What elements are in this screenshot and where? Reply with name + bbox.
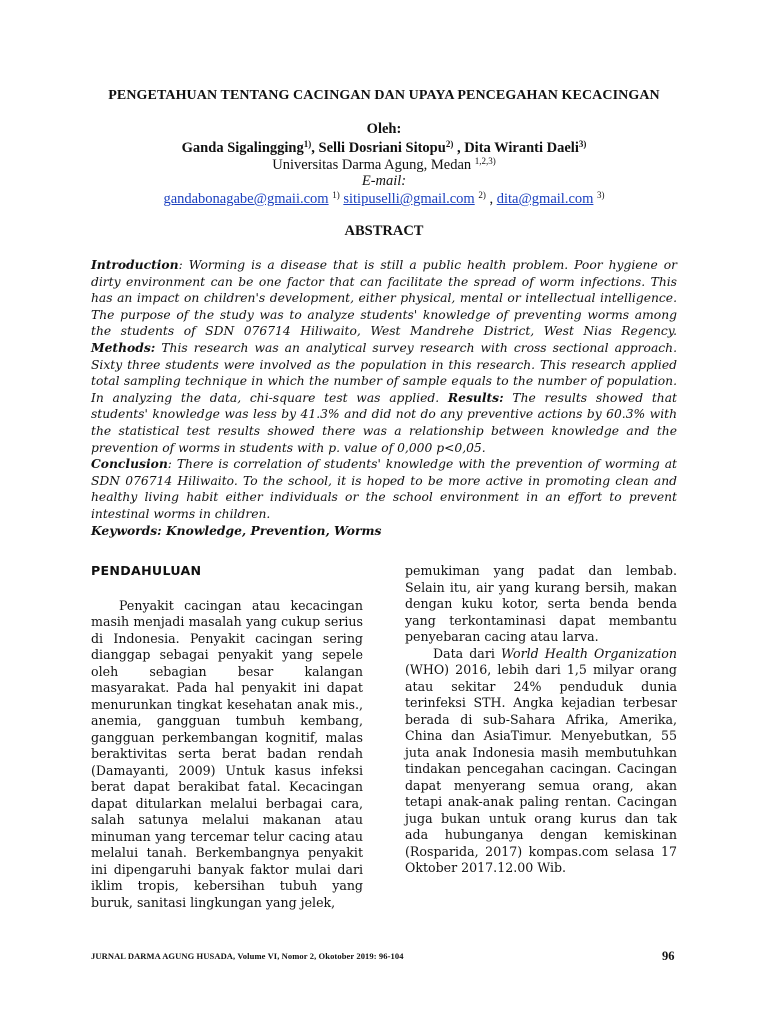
paper-title: PENGETAHUAN TENTANG CACINGAN DAN UPAYA PENCEGAHAN KECACINGAN [108,88,660,103]
author-1-sup: 1) [303,139,312,149]
email-link-1[interactable]: gandabonagabe@gmaii.com [163,191,329,207]
keywords: Keywords: Knowledge, Prevention, Worms [91,522,382,538]
page-number: 96 [662,949,675,963]
who-paragraph [405,646,677,877]
author-2-name: Selli Dosriani Sitopu [318,140,446,156]
author-3-name: Dita Wiranti Daeli [464,140,579,156]
journal-footer: JURNAL DARMA AGUNG HUSADA, Volume VI, Nomor 2, Okotober 2019: 96-104 [91,951,404,961]
intro-label: Introduction [91,257,179,272]
oleh-label: Oleh: [366,121,402,137]
left-column [91,563,363,911]
author-2-sup: 2) [445,139,454,149]
intro-paragraph: Penyakit cacingan atau kecacingan masih menjadi masalah yang cukup serius di Indonesia. Penyakit cacingan sering dianggap sebagai penyakit yang sepele oleh sebagian besar kalangan masyarakat. Pada hal penyakit ini dapat menurunkan tingkat kesehatan anak mis., anemia, gangguan tumbuh kembang, gangguan perkembangan kognitif, malas beraktivitas serta berat badan rendah (Damayanti, 2009) Untuk kasus infeksi berat dapat berakibat fatal. Kecacingan dapat ditularkan melalui berbagai cara, salah satunya melalui makanan atau minuman yang tercemar telur cacing atau melalui tanah. Berkembangnya penyakit ini dipengaruhi banyak faktor mulai dari iklim tropis, kebersihan tubuh yang buruk, sanitasi lingkungan yang jelek, [91,597,363,910]
email-link-3[interactable]: dita@gmail.com [496,191,594,207]
affiliation-sup: 1,2,3) [474,156,496,166]
author-sep: , [311,140,319,156]
abstract-heading: ABSTRACT [344,223,424,239]
author-list [80,139,688,157]
conclusion-label: Conclusion [91,456,168,472]
who-italic-name: World Health Organization [500,645,677,661]
affiliation-text: Universitas Darma Agung, Medan [272,157,472,173]
affiliation [80,156,688,174]
email-1-sup: 1) [332,190,340,200]
who-paragraph-start: Data dari [433,645,501,661]
intro-text: : Worming is a disease that is still a public health problem. Poor hygiene or dirty environment can be one factor that can facilitate the spread of worm infections. This has an impact on children's development, either physical, mental or intellectual intelligence. The purpose of the study was to analyze students' knowledge of preventing worms among the students of SDN 076714 Hiliwaito, West Mandrehe District, West Nias Regency. [91,258,677,339]
results-text: The results showed that students' knowledge was less by 41.3% and did not do any preventive actions by 60.3% with the statistical test results showed there was a relationship between knowledge and the prevention of worms in students with p. value of 0,000 p<0,05. [91,390,677,455]
conclusion-text: : There is correlation of students' knowledge with the prevention of worming at SDN 076714 Hiliwaito. To the school, it is hoped to be more active in promoting clean and healthy living habit either individuals or the school environment in an effort to prevent intestinal worms in children. [91,457,677,521]
conclusion-paragraph [91,456,677,522]
methods-text: This research was an analytical survey research with cross sectional approach. Sixty three students were involved as the population in this research. This research applied total sampling technique in which the number of sample equals to the number of population. In analyzing the data, chi-square test was applied. [91,340,677,405]
right-column [405,563,677,877]
continued-paragraph: pemukiman yang padat dan lembab. Selain itu, air yang kurang bersih, makan dengan kuku kotor, serta benda benda yang terkontaminasi dapat membantu penyebaran cacing atau larva. [405,563,677,644]
abstract-paragraph [91,257,677,456]
abstract-body [91,257,677,539]
email-3-sup: 3) [597,190,605,200]
email-2-sup: 2) [478,190,486,200]
email-sep: , [485,191,497,207]
methods-label: Methods: [91,339,156,355]
email-list [80,190,688,208]
section-heading: PENDAHULUAN [91,563,202,578]
author-sep: , [453,140,465,156]
email-link-2[interactable]: sitipuselli@gmail.com [343,191,475,207]
email-label: E-mail: [361,173,407,189]
author-1-name: Ganda Sigalingging [181,140,304,156]
author-3-sup: 3) [578,139,587,149]
who-paragraph-rest: (WHO) 2016, lebih dari 1,5 milyar orang atau sekitar 24% penduduk dunia terinfeksi STH. Angka kejadian terbesar berada di sub-Sahara Afrika, Amerika, China dan AsiaTimur. Menyebutkan, 55 juta anak Indonesia masih membutuhkan tindakan pencegahan cacingan. Cacingan dapat menyerang semua orang, akan tetapi anak-anak paling rentan. Cacingan juga bukan untuk orang kurus dan tak ada hubunganya dengan kemiskinan (Rosparida, 2017) kompas.com selasa 17 Oktober 2017.12.00 Wib. [405,662,677,875]
results-label: Results: [447,389,504,405]
